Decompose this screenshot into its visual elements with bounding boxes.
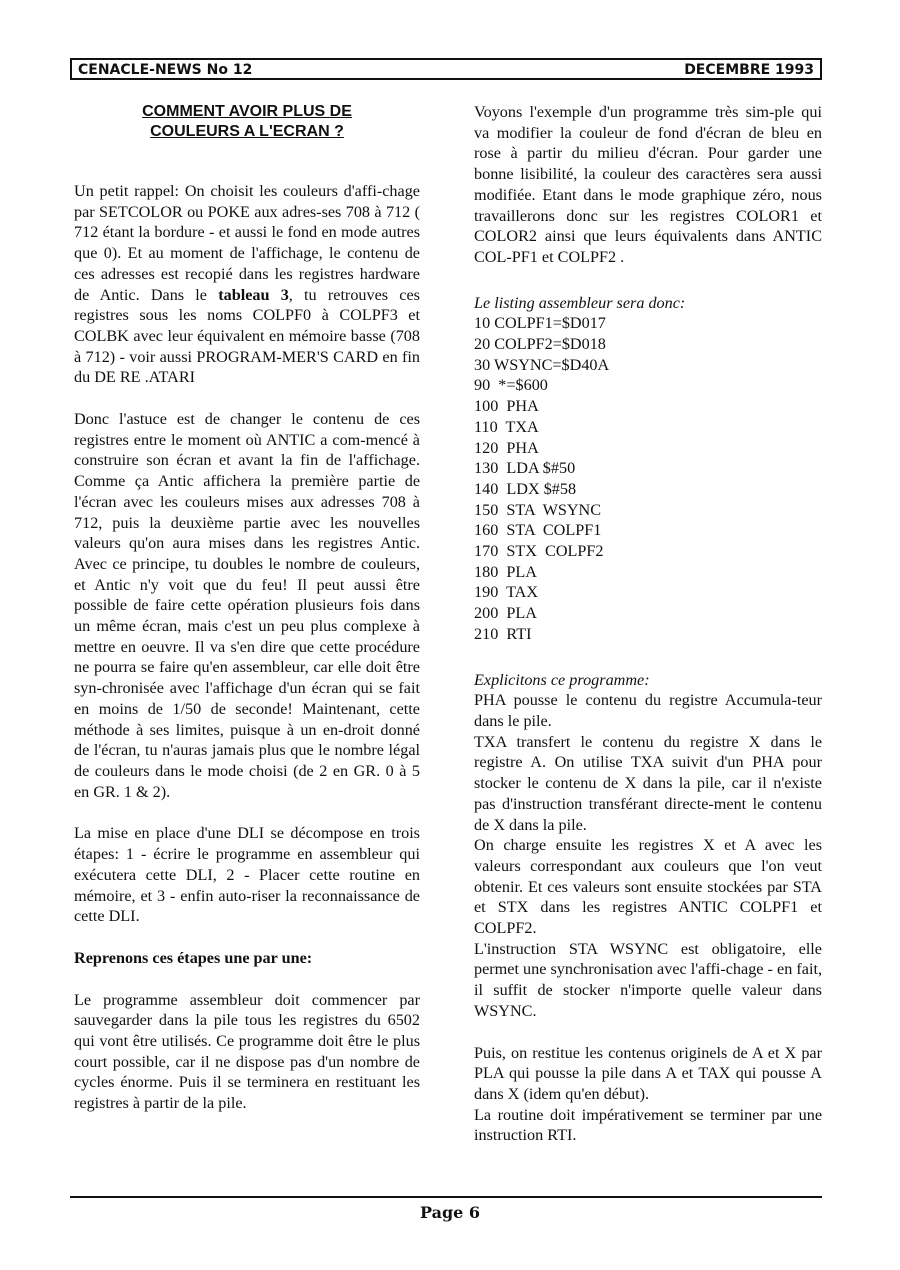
listing-line: 10 COLPF1=$D017: [474, 314, 606, 333]
newsletter-title: CENACLE-NEWS No 12: [78, 62, 253, 78]
intro-paragraph-part-2: , tu retrouves ces registres sous les noms COLPF0 à COLPF3 et COLBK avec leur équivalent en mémoire basse (708 à 712) - voir aussi PROGRAM-MER'S CARD en fin du DE RE .ATARI: [74, 285, 420, 387]
listing-line: 30 WSYNC=$D40A: [474, 355, 610, 374]
example-paragraph: Voyons l'exemple d'un programme très sim-ple qui va modifier la couleur de fond d'écran de bleu en rose à partir du milieu d'écran. Pour garder une bonne lisibilité, la couleur des caractères sera aussi modifiée. Etant dans le mode graphique zéro, nous travaillerons donc sur les registres COLOR1 et COLOR2 ainsi que leurs équivalents dans ANTIC COL-PF1 et COLPF2 .: [474, 103, 822, 266]
explanation-load-store: On charge ensuite les registres X et A avec les valeurs correspondant aux couleurs que l'on veut obtenir. Et ces valeurs sont ensuite stockées par STA et STX dans les registres ANTIC COLPF1 et COLPF2.: [474, 836, 822, 938]
intro-paragraph-part-1: Un petit rappel: On choisit les couleurs d'affi-chage par SETCOLOR ou POKE aux adres-ses 708 à 712 ( 712 étant la bordure - et aussi le fond en mode autres que 0). Et au moment de l'affichage, le contenu de ces adresses est recopié dans les registres hardware de Antic. Dans le: [74, 182, 420, 304]
restore-paragraph: Puis, on restitue les contenus originels de A et X par PLA qui pousse la pile dans A et TAX qui pousse A dans X (idem qu'en début).: [474, 1043, 822, 1103]
dli-steps-paragraph: La mise en place d'une DLI se décompose en trois étapes: 1 - écrire le programme en assembleur qui exécutera cette DLI, 2 - Placer cette routine en mémoire, et 3 - enfin auto-riser la reconnaissance de cette DLI.: [74, 824, 420, 926]
explanation-txa: TXA transfert le contenu du registre X dans le registre A. On utilise TXA suivit d'un PHA pour stocker le contenu de X dans la pile, car il n'existe pas d'instruction transférant directe-ment le contenu de X dans la pile.: [474, 732, 822, 834]
intro-paragraph: [74, 181, 420, 388]
listing-line: 180 PLA: [474, 562, 537, 581]
listing-line: 120 PHA: [474, 438, 539, 457]
footer-rule: [70, 1196, 822, 1198]
article-title-line-1: COMMENT AVOIR PLUS DE: [142, 103, 352, 120]
article-title-line-2: COULEURS A L'ECRAN ?: [150, 123, 344, 140]
left-column: [74, 102, 420, 1114]
page-number: Page 6: [419, 1203, 481, 1222]
issue-date: DECEMBRE 1993: [684, 62, 814, 78]
assembler-paragraph: Le programme assembleur doit commencer par sauvegarder dans la pile tous les registres du 6502 qui vont être utilisés. Ce programme doit être le plus court possible, car il ne dispose pas d'un nombre de cycles énorme. Puis il se terminera en restituant les registres à partir de la pile.: [74, 990, 420, 1113]
listing-line: 130 LDA $#50: [474, 459, 576, 478]
trick-paragraph: Donc l'astuce est de changer le contenu de ces registres entre le moment où ANTIC a com-mencé à construire son écran et avant la fin de l'affichage. Comme ça Antic affichera la première partie de l'écran avec les couleurs mises aux adresses 708 à 712, puis la deuxième partie avec les nouvelles valeurs qu'on aura mises dans les registres Antic. Avec ce principe, tu doubles le nombre de couleurs, et Antic n'y voit que du feu! Il peut aussi être possible de faire cette opération plusieurs fois dans un même écran, mais c'est un peu plus complexe à mettre en oeuvre. Il va s'en dire que cette procédure ne pourra se faire qu'en assembleur, car elle doit être syn-chronisée avec l'affichage d'un écran qui se fait en moins de 1/50 de seconde! Maintenant, cette méthode à ses limites, puisque à un en-droit donné de l'écran, tu n'auras jamais plus que le nombre légal de couleurs dans le mode choisi (de 2 en GR. 0 à 5 en GR. 1 & 2).: [74, 410, 420, 801]
assembler-listing: [474, 313, 822, 644]
right-column: [474, 102, 822, 1146]
listing-line: 100 PHA: [474, 397, 539, 416]
listing-line: 210 RTI: [474, 624, 532, 643]
listing-intro: Le listing assembleur sera donc:: [474, 293, 686, 312]
listing-line: 150 STA WSYNC: [474, 500, 602, 519]
page-header: [70, 58, 822, 80]
listing-line: 140 LDX $#58: [474, 479, 577, 498]
explanation-heading: Explicitons ce programme:: [474, 670, 650, 689]
listing-line: 170 STX COLPF2: [474, 542, 604, 561]
listing-line: 110 TXA: [474, 417, 539, 436]
rti-paragraph: La routine doit impérativement se terminer par une instruction RTI.: [474, 1105, 822, 1145]
explanation-wsync: L'instruction STA WSYNC est obligatoire, elle permet une synchronisation avec l'affi-chage - en fait, il suffit de stocker n'importe quelle valeur dans WSYNC.: [474, 939, 822, 1020]
article-title: [74, 102, 420, 142]
listing-line: 160 STA COLPF1: [474, 521, 602, 540]
listing-line: 200 PLA: [474, 604, 537, 623]
steps-subheading: Reprenons ces étapes une par une:: [74, 948, 313, 967]
listing-line: 90 *=$600: [474, 376, 548, 395]
table-reference: tableau 3: [218, 285, 289, 304]
listing-line: 190 TAX: [474, 583, 539, 602]
listing-line: 20 COLPF2=$D018: [474, 335, 606, 354]
explanation-pha: PHA pousse le contenu du registre Accumula-teur dans le pile.: [474, 691, 822, 730]
